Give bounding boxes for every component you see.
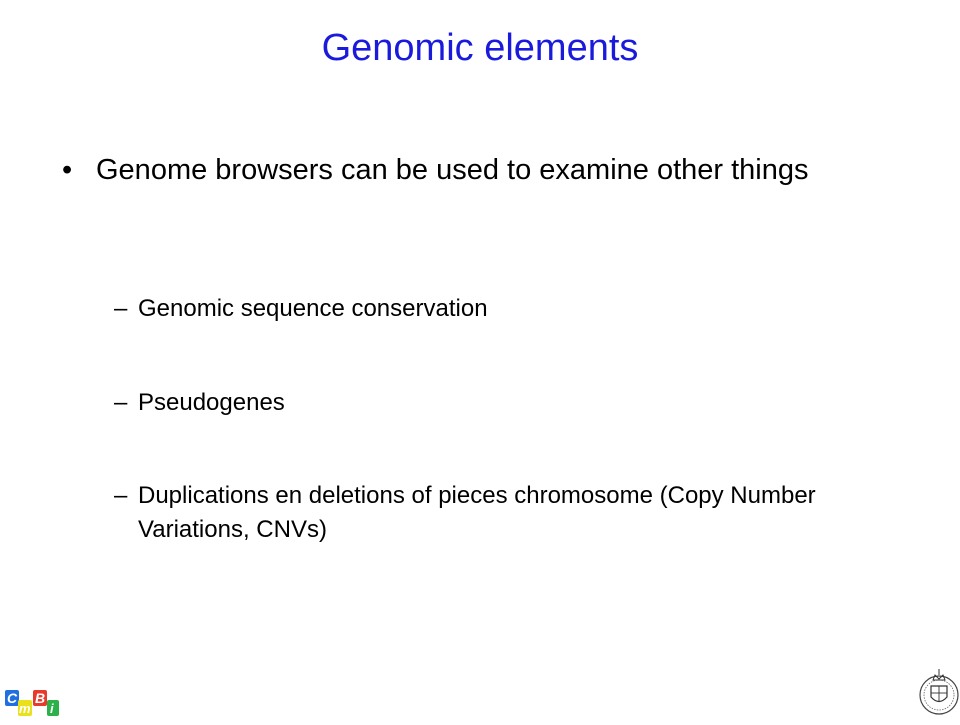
cmbi-logo xyxy=(4,688,62,718)
bullet-marker: • xyxy=(62,154,73,186)
sub-bullet-text: Duplications en deletions of pieces chromosome (Copy Number Variations, CNVs) xyxy=(138,482,816,543)
svg-text:B: B xyxy=(35,690,46,706)
svg-text:m: m xyxy=(19,701,31,716)
slide-title: Genomic elements xyxy=(321,27,639,69)
sub-bullet-text: Pseudogenes xyxy=(138,389,285,416)
sub-bullet-marker: – xyxy=(114,295,128,322)
university-seal-icon xyxy=(918,666,960,720)
svg-text:i: i xyxy=(50,701,54,716)
sub-bullet-marker: – xyxy=(114,389,128,416)
sub-bullet-text: Genomic sequence conservation xyxy=(138,295,488,322)
sub-bullet-marker: – xyxy=(114,482,128,509)
svg-text:C: C xyxy=(7,690,18,706)
bullet-text: Genome browsers can be used to examine other things xyxy=(96,154,809,186)
